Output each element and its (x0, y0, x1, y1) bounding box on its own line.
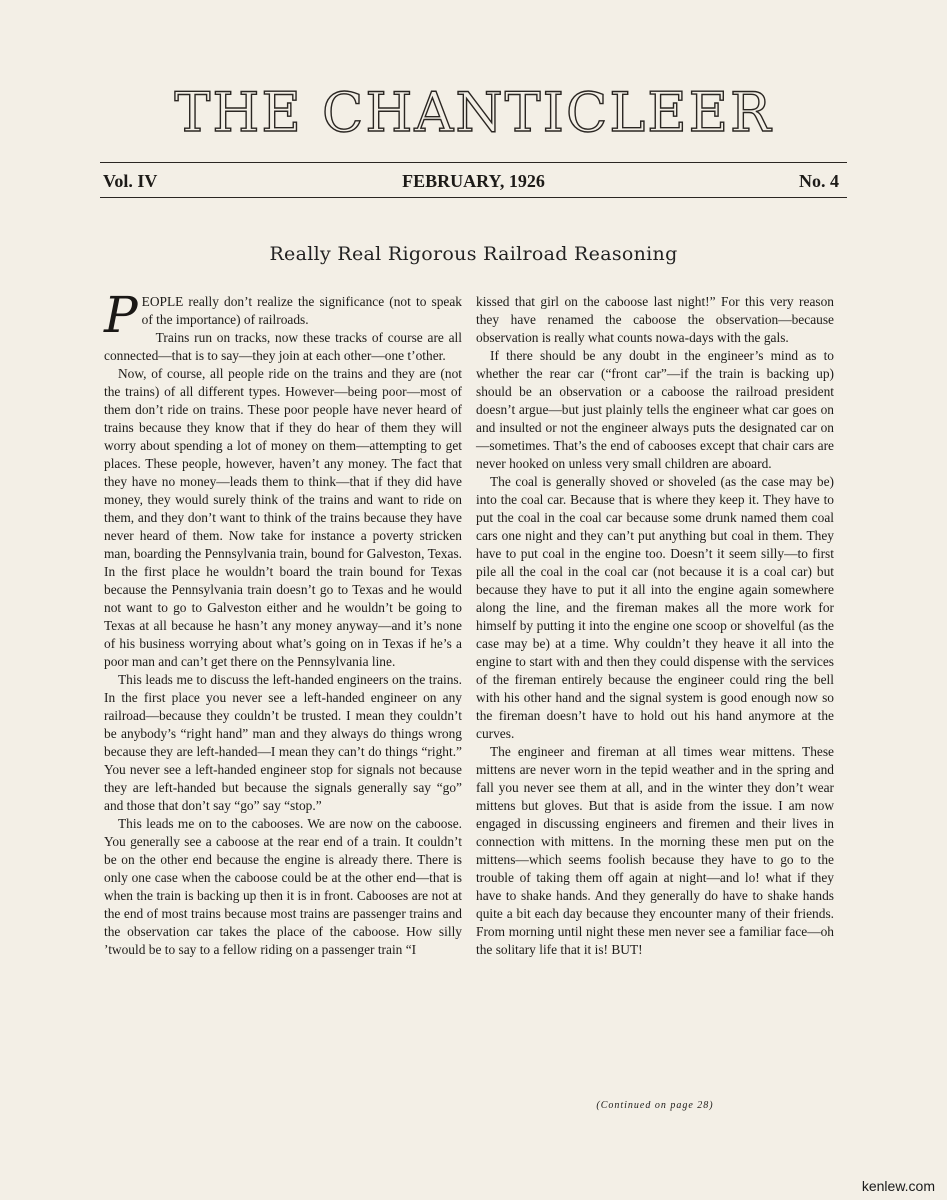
drop-cap: P (104, 286, 138, 344)
masthead-rule-bottom (100, 197, 847, 198)
issue-line (100, 168, 847, 194)
paragraph: Trains run on tracks, now these tracks of course are all connected—that is to say—they join at each other—one t’other. (104, 330, 462, 363)
paragraph: The coal is generally shoved or shoveled (as the case may be) into the coal car. Because that is where they keep it. They have to put the coal in the coal car because some drunk named them coal cars one night and they can’t put anything but coal in them. They have to put coal in the engine too. Doesn’t it seem silly—to first pile all the coal in the coal car (not because it is a coal car) but because they have to put it all into the engine again somewhere along the line, and the fireman makes all the more work for himself by putting it into the engine one scoop or shovelful (as the case may be) at a time. Why couldn’t they heave it all into the engine to start with and then they could dispense with the services of the fireman entirely because the engineer could ring the bell with his other hand and the signal system is good enough now so the fireman doesn’t have to hold out his hand anymore at the curves. (476, 474, 834, 741)
paragraph: The engineer and fireman at all times wear mittens. These mittens are never worn in the tepid weather and in the spring and fall you never see them at all, and in the winter they don’t wear mittens but gloves. But that is aside from the issue. I am now engaged in discussing engineers and firemen and their lives in connection with mittens. In the morning these men put on the mittens—which seems foolish because they have to go to the trouble of taking them off again at night—and lo! what if they have to shake hands. And they generally do have to shake hands quite a bit each day because they encounter many of their friends. From morning until night these men never see a familiar face—oh the solitary life that it is! BUT! (476, 744, 834, 957)
article-column-left (104, 286, 462, 959)
issue-number: No. 4 (799, 171, 839, 191)
site-watermark: kenlew.com (861, 1178, 935, 1194)
masthead (100, 81, 847, 144)
paragraph: Now, of course, all people ride on the trains and they are (not the trains) of all different types. However—being poor—most of them don’t ride on trains. These poor people have never heard of trains because they know that if they do hear of them they will worry about spending a lot of money on them—attempting to get places. These people, however, haven’t any money. The fact that they have no money—leads them to think—that if they did have money, they would surely think of the trains and want to ride on them, and they don’t want to think of the trains because they have never heard of them. Now take for instance a poverty stricken man, boarding the Pennsylvania train, bound for Galveston, Texas. In the first place he wouldn’t board the train bound for Texas because the Pennsylvania train doesn’t go to Texas and he would not want to go to Galveston either and he wouldn’t be going to Texas at all because he hasn’t any money anyway—and it’s none of his business worrying about what’s going on in Texas if he’s a poor man and can’t get there on the Pennsylvania line. (104, 366, 462, 669)
issue-date: FEBRUARY, 1926 (402, 171, 545, 191)
paragraph: PEOPLE really don’t realize the significance (not to speak of the importance) of railroads. (104, 286, 462, 344)
paragraph: This leads me to discuss the left-handed engineers on the trains. In the first place you never see a left-handed engineer on any railroad—because they couldn’t be trusted. I mean they couldn’t be anybody’s “right hand” man and they always do things wrong because they are left-handed—I mean they can’t do things “right.” You never see a left-handed engineer stop for signals not because they are left-handed but because the signals generally say “go” and those that don’t say “go” say “stop.” (104, 672, 462, 813)
article-column-right (476, 293, 834, 959)
article-title: Really Real Rigorous Railroad Reasoning (269, 243, 678, 265)
masthead-rule-top (100, 162, 847, 163)
publication-title: THE CHANTICLEER (174, 81, 773, 144)
continued-note: (Continued on page 28) (596, 1100, 714, 1111)
paragraph: This leads me on to the cabooses. We are now on the caboose. You generally see a caboose at the rear end of a train. It couldn’t be on the other end because the engine is already there. There is only one case when the caboose could be at the other end—that is when the train is backing up then it is in front. Cabooses are not at the end of most trains because most trains are passenger trains and the observation car takes the place of the caboose. How silly ’twould be to say to a fellow riding on a passenger train “I (104, 816, 462, 957)
paragraph: If there should be any doubt in the engineer’s mind as to whether the rear car (“front car”—if the train is backing up) should be an observation or a caboose the railroad president doesn’t argue—but just plainly tells the engineer what car goes on and insulted or not the engineer always puts the designated car on—sometimes. That’s the end of cabooses except that chair cars are never hooked on unless very small children are aboard. (476, 348, 834, 471)
paragraph: kissed that girl on the caboose last night!” For this very reason they have renamed the caboose the observation—because observation is really what counts nowa-days with the gals. (476, 294, 834, 345)
volume-label: Vol. IV (103, 171, 158, 191)
